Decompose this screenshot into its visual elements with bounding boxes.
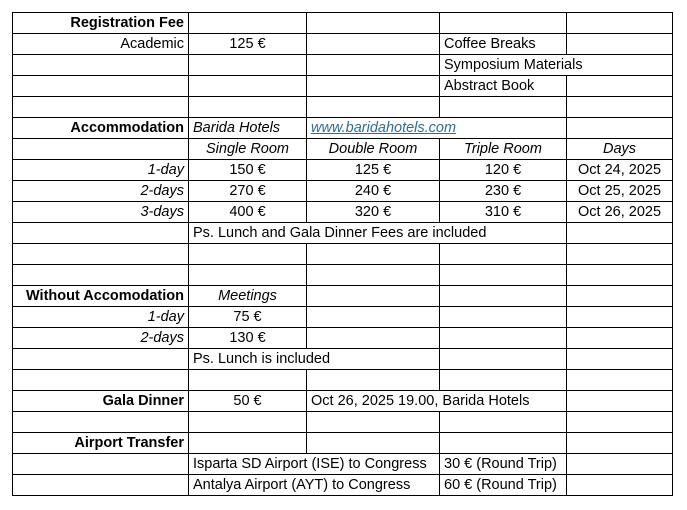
empty-cell <box>567 97 673 118</box>
empty-cell <box>189 76 307 97</box>
empty-cell <box>440 433 567 454</box>
empty-cell <box>13 265 189 286</box>
empty-cell <box>307 244 440 265</box>
empty-cell <box>307 13 440 34</box>
empty-cell <box>440 265 567 286</box>
empty-cell <box>567 454 673 475</box>
gala-dinner-fee: 50 € <box>189 391 307 412</box>
empty-cell <box>307 412 440 433</box>
empty-cell <box>13 244 189 265</box>
include-item: Abstract Book <box>440 76 567 97</box>
empty-cell <box>567 328 673 349</box>
hotel-link[interactable]: www.baridahotels.com <box>311 120 457 136</box>
empty-cell <box>13 139 189 160</box>
empty-cell <box>567 13 673 34</box>
empty-row <box>13 370 673 391</box>
empty-row <box>13 265 673 286</box>
header-days: Days <box>567 139 673 160</box>
empty-row <box>13 244 673 265</box>
accommodation-row <box>13 202 673 223</box>
accommodation-title: Accommodation <box>13 118 189 139</box>
empty-cell <box>567 391 673 412</box>
empty-cell <box>13 76 189 97</box>
empty-cell <box>189 433 307 454</box>
empty-cell <box>189 13 307 34</box>
duration-label: 1-day <box>13 160 189 181</box>
fee-table <box>12 12 673 496</box>
empty-cell <box>440 244 567 265</box>
empty-cell <box>567 244 673 265</box>
empty-cell <box>307 76 440 97</box>
empty-cell <box>307 55 440 76</box>
empty-cell <box>567 223 673 244</box>
accommodation-row <box>13 160 673 181</box>
meetings-note-row <box>13 349 673 370</box>
meeting-fee: 75 € <box>189 307 307 328</box>
triple-price: 230 € <box>440 181 567 202</box>
empty-cell <box>307 97 440 118</box>
single-price: 270 € <box>189 181 307 202</box>
empty-cell <box>440 328 567 349</box>
transfer-row <box>13 475 673 496</box>
without-accommodation-title: Without Accomodation <box>13 286 189 307</box>
accommodation-title-row <box>13 118 673 139</box>
transfer-price: 60 € (Round Trip) <box>440 475 567 496</box>
empty-cell <box>440 97 567 118</box>
empty-cell <box>189 265 307 286</box>
empty-cell <box>13 412 189 433</box>
single-price: 400 € <box>189 202 307 223</box>
empty-cell <box>567 349 673 370</box>
meetings-row <box>13 328 673 349</box>
empty-cell <box>567 475 673 496</box>
empty-cell <box>13 475 189 496</box>
accommodation-note-row <box>13 223 673 244</box>
empty-cell <box>567 433 673 454</box>
empty-cell <box>567 286 673 307</box>
empty-cell <box>307 370 440 391</box>
airport-transfer-title: Airport Transfer <box>13 433 189 454</box>
stay-date: Oct 26, 2025 <box>567 202 673 223</box>
include-item: Coffee Breaks <box>440 34 567 55</box>
empty-cell <box>567 118 673 139</box>
airport-transfer-title-row <box>13 433 673 454</box>
meeting-fee: 130 € <box>189 328 307 349</box>
duration-label: 1-day <box>13 307 189 328</box>
empty-cell <box>189 97 307 118</box>
academic-fee: 125 € <box>189 34 307 55</box>
transfer-price: 30 € (Round Trip) <box>440 454 567 475</box>
stay-date: Oct 24, 2025 <box>567 160 673 181</box>
registration-include-row <box>13 55 673 76</box>
duration-label: 2-days <box>13 181 189 202</box>
empty-cell <box>13 223 189 244</box>
duration-label: 2-days <box>13 328 189 349</box>
empty-cell <box>13 370 189 391</box>
empty-row <box>13 412 673 433</box>
double-price: 320 € <box>307 202 440 223</box>
without-accommodation-title-row <box>13 286 673 307</box>
empty-cell <box>440 412 567 433</box>
empty-cell <box>13 55 189 76</box>
empty-cell <box>13 97 189 118</box>
empty-cell <box>307 328 440 349</box>
empty-cell <box>13 454 189 475</box>
gala-dinner-row <box>13 391 673 412</box>
empty-cell <box>307 286 440 307</box>
empty-cell <box>189 244 307 265</box>
meetings-row <box>13 307 673 328</box>
empty-cell <box>440 307 567 328</box>
empty-cell <box>307 307 440 328</box>
empty-cell <box>13 349 189 370</box>
header-double-room: Double Room <box>307 139 440 160</box>
accommodation-row <box>13 181 673 202</box>
empty-cell <box>307 265 440 286</box>
empty-cell <box>567 265 673 286</box>
transfer-row <box>13 454 673 475</box>
empty-cell <box>307 118 567 139</box>
duration-label: 3-days <box>13 202 189 223</box>
gala-dinner-title: Gala Dinner <box>13 391 189 412</box>
empty-cell <box>440 13 567 34</box>
double-price: 240 € <box>307 181 440 202</box>
empty-cell <box>567 307 673 328</box>
registration-include-row <box>13 76 673 97</box>
triple-price: 310 € <box>440 202 567 223</box>
registration-title-row <box>13 13 673 34</box>
meetings-note: Ps. Lunch is included <box>189 349 440 370</box>
empty-cell <box>567 370 673 391</box>
empty-cell <box>440 286 567 307</box>
empty-cell <box>189 412 307 433</box>
accommodation-header-row <box>13 139 673 160</box>
meetings-header: Meetings <box>189 286 307 307</box>
double-price: 125 € <box>307 160 440 181</box>
hotel-name: Barida Hotels <box>189 118 307 139</box>
academic-label: Academic <box>13 34 189 55</box>
empty-cell <box>440 349 567 370</box>
include-item: Symposium Materials <box>440 55 673 76</box>
gala-dinner-details: Oct 26, 2025 19.00, Barida Hotels <box>307 391 567 412</box>
empty-cell <box>189 370 307 391</box>
empty-cell <box>307 34 440 55</box>
empty-row <box>13 97 673 118</box>
transfer-route: Isparta SD Airport (ISE) to Congress <box>189 454 440 475</box>
registration-academic-row <box>13 34 673 55</box>
stay-date: Oct 25, 2025 <box>567 181 673 202</box>
header-single-room: Single Room <box>189 139 307 160</box>
empty-cell <box>567 412 673 433</box>
empty-cell <box>440 370 567 391</box>
empty-cell <box>189 55 307 76</box>
empty-cell <box>567 76 673 97</box>
header-triple-room: Triple Room <box>440 139 567 160</box>
registration-title: Registration Fee <box>13 13 189 34</box>
transfer-route: Antalya Airport (AYT) to Congress <box>189 475 440 496</box>
triple-price: 120 € <box>440 160 567 181</box>
empty-cell <box>307 433 440 454</box>
accommodation-note: Ps. Lunch and Gala Dinner Fees are included <box>189 223 567 244</box>
single-price: 150 € <box>189 160 307 181</box>
empty-cell <box>567 34 673 55</box>
